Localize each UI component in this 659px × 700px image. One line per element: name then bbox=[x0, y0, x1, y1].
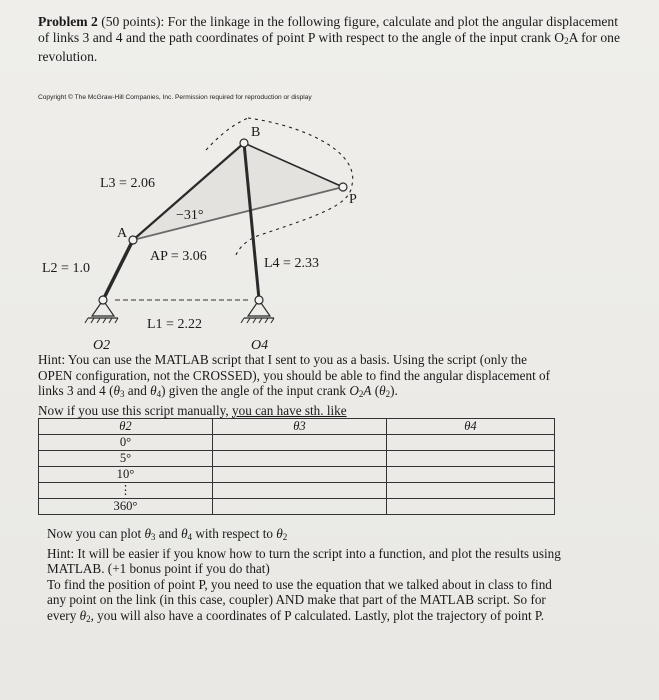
hint-2-line-1: Hint: It will be easier if you know how to turn the script into a function, and plot the results using bbox=[47, 545, 561, 561]
hint-line-4: Now if you use this script manually, you can have sth. like bbox=[38, 402, 347, 418]
header-theta2: θ2 bbox=[39, 419, 213, 435]
label-l3: L3 = 2.06 bbox=[100, 176, 155, 191]
label-ap: AP = 3.06 bbox=[150, 249, 207, 264]
table-row: 0° bbox=[39, 435, 555, 451]
problem-text-end: A for one revolution. bbox=[38, 30, 620, 64]
problem-text: For the linkage in the following figure, calculate and plot the angular displacement of links 3 and 4 and the path coordinates of point P with respect to the angle of the input crank O bbox=[38, 14, 618, 45]
table-row: 360° bbox=[39, 499, 555, 515]
copyright-notice: Copyright © The McGraw-Hill Companies, Inc. Permission required for reproduction or display bbox=[38, 94, 312, 101]
link-2 bbox=[103, 240, 133, 300]
position-line-2: any point on the link (in this case, coupler) AND make that part of the MATLAB script. So for bbox=[47, 592, 546, 607]
pin-a bbox=[129, 236, 137, 244]
problem-points: (50 points): bbox=[101, 14, 165, 29]
problem-label: Problem 2 bbox=[38, 14, 98, 29]
hint-2-line-2: MATLAB. (+1 bonus point if you do that) bbox=[47, 561, 270, 576]
coupler-plate bbox=[133, 143, 343, 240]
pin-o2 bbox=[99, 296, 107, 304]
label-l2: L2 = 1.0 bbox=[42, 261, 90, 276]
table-row: ⋮ bbox=[39, 483, 555, 499]
header-theta3: θ3 bbox=[213, 419, 387, 435]
position-line-1: To find the position of point P, you need to use the equation that we talked about in class to find bbox=[47, 576, 552, 592]
table-row: 10° bbox=[39, 467, 555, 483]
label-l1: L1 = 2.22 bbox=[147, 317, 202, 332]
plot-line: Now you can plot $\theta_3$ and $\theta_4$ with respect to $\theta_2$ bbox=[47, 526, 288, 542]
table-header-row bbox=[39, 419, 555, 435]
table-row: 5° bbox=[39, 451, 555, 467]
pin-o4 bbox=[255, 296, 263, 304]
header-theta4: θ4 bbox=[387, 419, 555, 435]
label-p: P bbox=[349, 192, 357, 207]
angle-table bbox=[38, 418, 555, 515]
label-b: B bbox=[251, 125, 261, 140]
point-p bbox=[339, 183, 347, 191]
label-a: A bbox=[117, 226, 128, 241]
hint-paragraph bbox=[38, 352, 638, 418]
hint-line-1: Hint: You can use the MATLAB script that I sent to you as a basis. Using the script (only the bbox=[38, 352, 527, 367]
label-l4: L4 = 2.33 bbox=[264, 256, 319, 271]
hint-line-3: links 3 and 4 ($\theta_3$ and $\theta_4$) given the angle of the input crank $O_2A$ $(\theta_2)$. bbox=[38, 383, 398, 399]
instructions bbox=[47, 526, 637, 627]
hint-line-2: OPEN configuration, not the CROSSED), you should be able to find the angular displacement of bbox=[38, 367, 551, 383]
label-o2: O2 bbox=[93, 338, 111, 353]
position-line-3: every $\theta_2$, you will also have a coordinates of P calculated. Lastly, plot the trajectory of point P. bbox=[47, 607, 545, 624]
label-angle: −31° bbox=[176, 208, 204, 223]
label-o4: O4 bbox=[251, 338, 269, 353]
pin-b bbox=[240, 139, 248, 147]
subscript: 2 bbox=[564, 36, 569, 46]
